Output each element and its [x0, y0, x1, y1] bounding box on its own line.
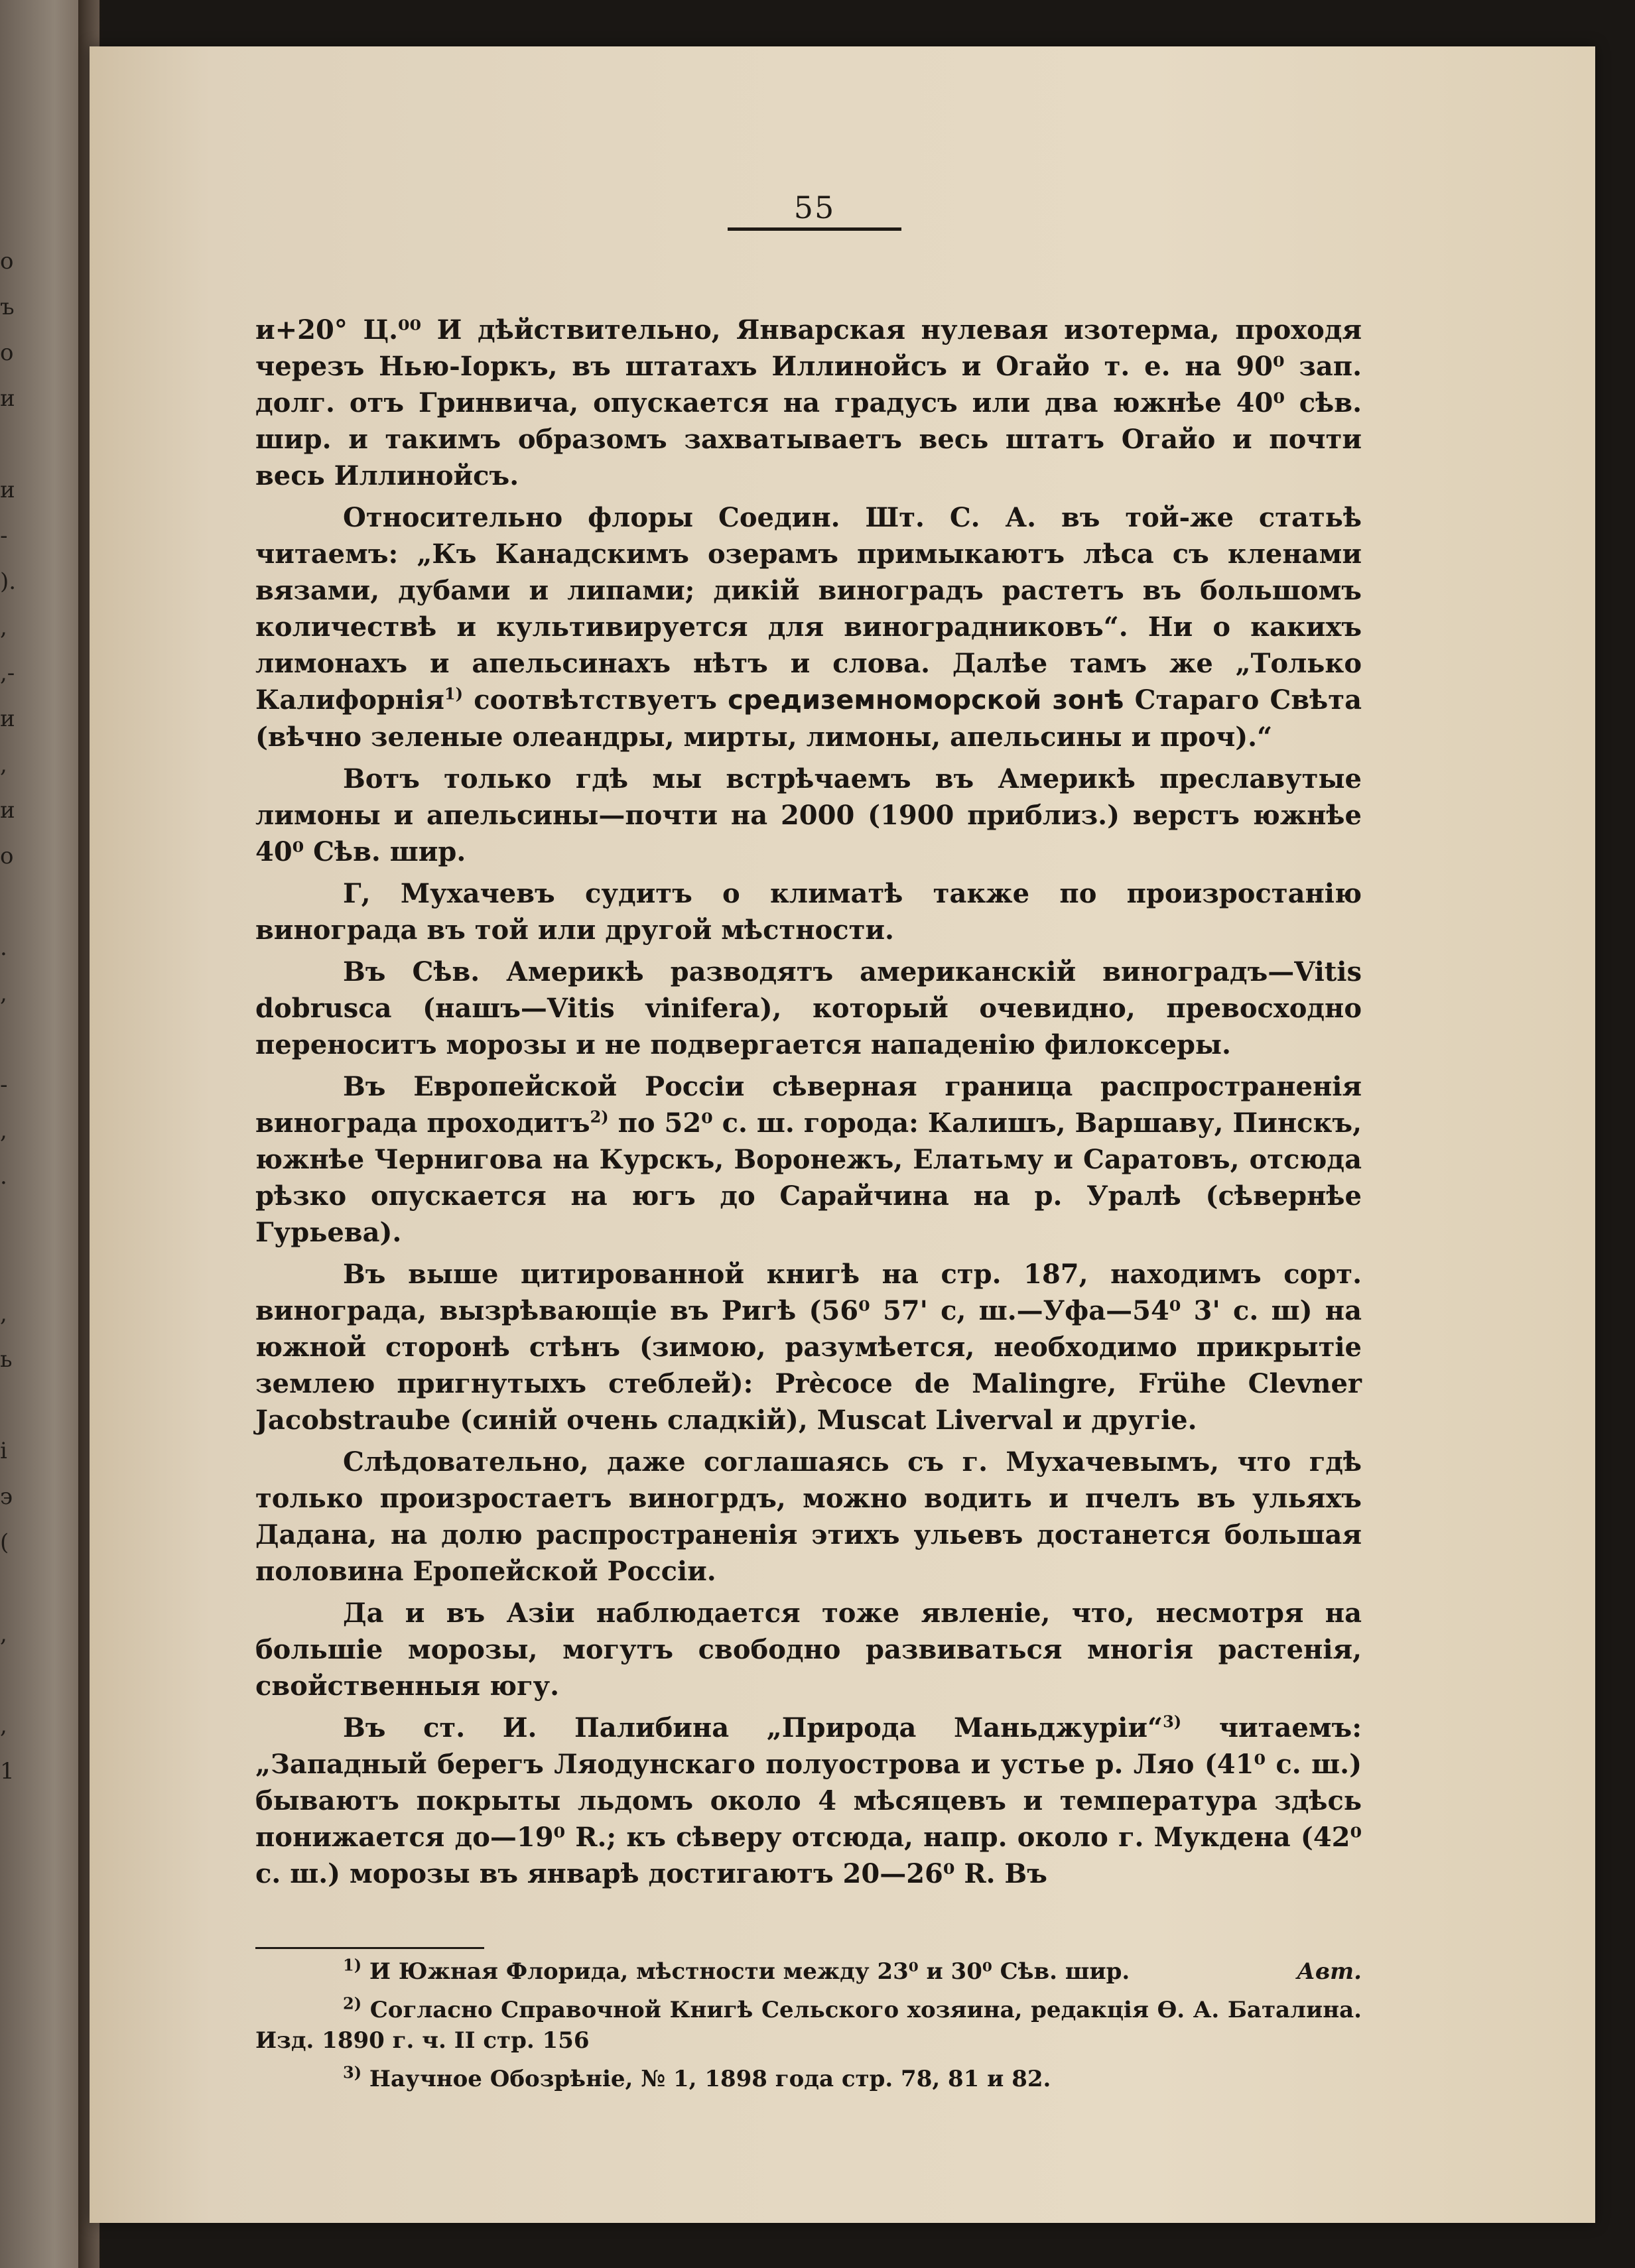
margin-fragment: , [0, 1712, 7, 1739]
margin-fragment: ъ [0, 294, 15, 320]
body-text [255, 312, 1362, 1897]
margin-fragment [0, 1795, 27, 1840]
margin-fragment: , [0, 1300, 7, 1327]
footnotes [255, 1956, 1362, 2102]
margin-fragment: э [0, 1483, 13, 1510]
paragraph-7: Въ выше цитированной книгѣ на стр. 187, находимъ сорт. винограда, вызрѣвающіе въ Ригѣ (56⁰ 57' с, ш.—Уфа—54⁰ 3' с. ш) на южной сторонѣ стѣнъ (зимою, разумѣется, необходимо прикрытіе землею пригнутыхъ стеблей): Prècoce de Malingre, Frühe Clevner Jacobstraube (синій очень сладкій), Muscat Liverval и другіе. [255, 1259, 1362, 1436]
margin-fragment: 1 [0, 1758, 15, 1785]
margin-fragment: о [0, 340, 14, 366]
paragraph-4: Г, Мухачевъ судитъ о климатѣ также по произростанію винограда въ той или другой мѣстности. [255, 878, 1362, 946]
margin-fragment: и [0, 385, 15, 412]
paragraph-9: Да и въ Азіи наблюдается тоже явленіе, что, несмотря на большіе морозы, могутъ свободно развиваться многія растенія, свойственныя югу. [255, 1598, 1362, 1702]
paragraph-2-part-b: соотвѣтствуетъ [462, 684, 728, 716]
margin-fragment [0, 1840, 27, 1886]
margin-fragment [0, 1566, 27, 1611]
margin-fragment [0, 1932, 27, 1978]
margin-fragment: , [0, 614, 7, 641]
paragraph-2 [255, 499, 1362, 755]
margin-fragment: , [0, 1117, 7, 1144]
margin-fragment: и [0, 797, 15, 824]
margin-fragment [0, 879, 27, 925]
paragraph-6-part-b: по 52⁰ с. ш. города: Калишъ, Варшаву, Пинскъ, южнѣе Чернигова на Курскъ, Воронежъ, Елатьму и Саратовъ, отсюда рѣзко опускается на югъ до Сарайчина на р. Уралѣ (сѣвернѣе Гурьева). [255, 1107, 1362, 1248]
margin-fragment: ( [0, 1529, 9, 1556]
margin-fragment: о [0, 843, 14, 869]
margin-fragment: - [0, 1072, 8, 1098]
footnote-ref-3: 3) [1163, 1712, 1182, 1732]
paragraph-2-part-a: Относительно флоры Соедин. Шт. С. А. въ той-же статьѣ читаемъ: „Къ Канадскимъ озерамъ примыкаютъ лѣса съ кленами вязами, дубами и липами; дикій виноградъ растетъ въ большомъ количествѣ и культивируется для виноградниковъ“. Ни о какихъ лимонахъ и апельсинахъ нѣтъ и слова. Далѣе тамъ же „Только Калифорнія [255, 502, 1362, 716]
footnote-2 [255, 1995, 1362, 2056]
paragraph-10-part-a: Въ ст. И. Палибина „Природа Маньджуріи“ [343, 1712, 1163, 1743]
margin-fragment [0, 1383, 27, 1428]
margin-fragment: і [0, 1438, 7, 1464]
margin-fragment: , [0, 751, 7, 778]
paragraph-2-part-c: Стараго Свѣта (вѣчно зеленые олеандры, мирты, лимоны, апельсины и проч).“ [255, 684, 1362, 753]
page-header [728, 189, 901, 231]
margin-fragment: . [0, 1163, 7, 1190]
margin-fragment [0, 1200, 27, 1245]
margin-fragment: ,- [0, 660, 15, 686]
footnote-1-text: И Южная Флорида, мѣстности между 23⁰ и 30⁰ Сѣв. шир. [361, 1958, 1130, 1985]
footnote-ref-1: 1) [444, 684, 463, 704]
margin-fragment [0, 1245, 27, 1291]
margin-fragment [0, 1657, 27, 1703]
page-number-rule [728, 227, 901, 231]
page-number: 55 [793, 190, 836, 225]
footnote-2-mark: 2) [343, 1993, 362, 2013]
margin-fragment: . [0, 934, 7, 961]
margin-fragment [0, 422, 27, 468]
footnote-separator [255, 1947, 484, 1949]
margin-fragment: , [0, 1621, 7, 1647]
footnote-ref-2: 2) [590, 1107, 609, 1127]
margin-fragment [0, 1017, 27, 1062]
margin-fragment: ь [0, 1346, 13, 1373]
margin-fragment: - [0, 523, 8, 549]
paragraph-6 [255, 1068, 1362, 1251]
footnote-3-mark: 3) [343, 2062, 362, 2082]
scanned-page [90, 46, 1595, 2223]
paragraph-10-part-b: читаемъ: „Западный берегъ Ляодунскаго полуострова и устье р. Ляо (41⁰ с. ш.) бываютъ покрыты льдомъ около 4 мѣсяцевъ и температура здѣсь понижается до—19⁰ R.; къ сѣверу отсюда, напр. около г. Мукдена (42⁰ с. ш.) морозы въ январѣ достигаютъ 20—26⁰ R. Въ [255, 1712, 1362, 1889]
paragraph-8: Слѣдовательно, даже соглашаясь съ г. Мухачевымъ, что гдѣ только произростаетъ виногрдъ, можно водить и пчелъ въ ульяхъ Дадана, на долю распространенія этихъ ульевъ достанется большая половина Еропейской Россіи. [255, 1446, 1362, 1587]
previous-page-margin-fragments [0, 239, 27, 1978]
footnote-3 [255, 2064, 1362, 2094]
margin-fragment [0, 1886, 27, 1932]
footnote-1-mark: 1) [343, 1956, 362, 1975]
paragraph-5: Въ Сѣв. Америкѣ разводятъ американскій виноградъ—Vitis dobrusca (нашъ—Vitis vinifera), который очевидно, превосходно переноситъ морозы и не подвергается нападенію филоксеры. [255, 956, 1362, 1060]
footnote-2-text: Согласно Справочной Книгѣ Сельского хозяина, редакція Ѳ. А. Баталина. Изд. 1890 г. ч. II стр. 156 [255, 1997, 1362, 2054]
margin-fragment: и [0, 706, 15, 732]
footnote-1 [255, 1956, 1362, 1987]
footnote-1-author: Авт. [1297, 1958, 1362, 1985]
emphasized-phrase: средиземноморской зонѣ [728, 685, 1124, 716]
paragraph-6-part-a: Въ Европейской Россіи сѣверная граница распространенія винограда проходитъ [255, 1071, 1362, 1139]
margin-fragment: , [0, 980, 7, 1007]
paragraph-10 [255, 1710, 1362, 1892]
margin-fragment: о [0, 248, 14, 275]
margin-fragment: ). [0, 568, 17, 595]
paragraph-1: и+20° Ц.⁰⁰ И дѣйствительно, Январская нулевая изотерма, проходя черезъ Нью-Іоркъ, въ штатахъ Иллинойсъ и Огайо т. е. на 90⁰ зап. долг. отъ Гринвича, опускается на градусъ или два южнѣе 40⁰ сѣв. шир. и такимъ образомъ захватываетъ весь штатъ Огайо и почти весь Иллинойсъ. [255, 314, 1362, 491]
footnote-3-text: Научное Обозрѣніе, № 1, 1898 года стр. 78, 81 и 82. [361, 2066, 1051, 2092]
margin-fragment: и [0, 477, 15, 503]
paragraph-3: Вотъ только гдѣ мы встрѣчаемъ въ Америкѣ преславутые лимоны и апельсины—почти на 2000 (1900 приблиз.) верстъ южнѣе 40⁰ Сѣв. шир. [255, 763, 1362, 867]
